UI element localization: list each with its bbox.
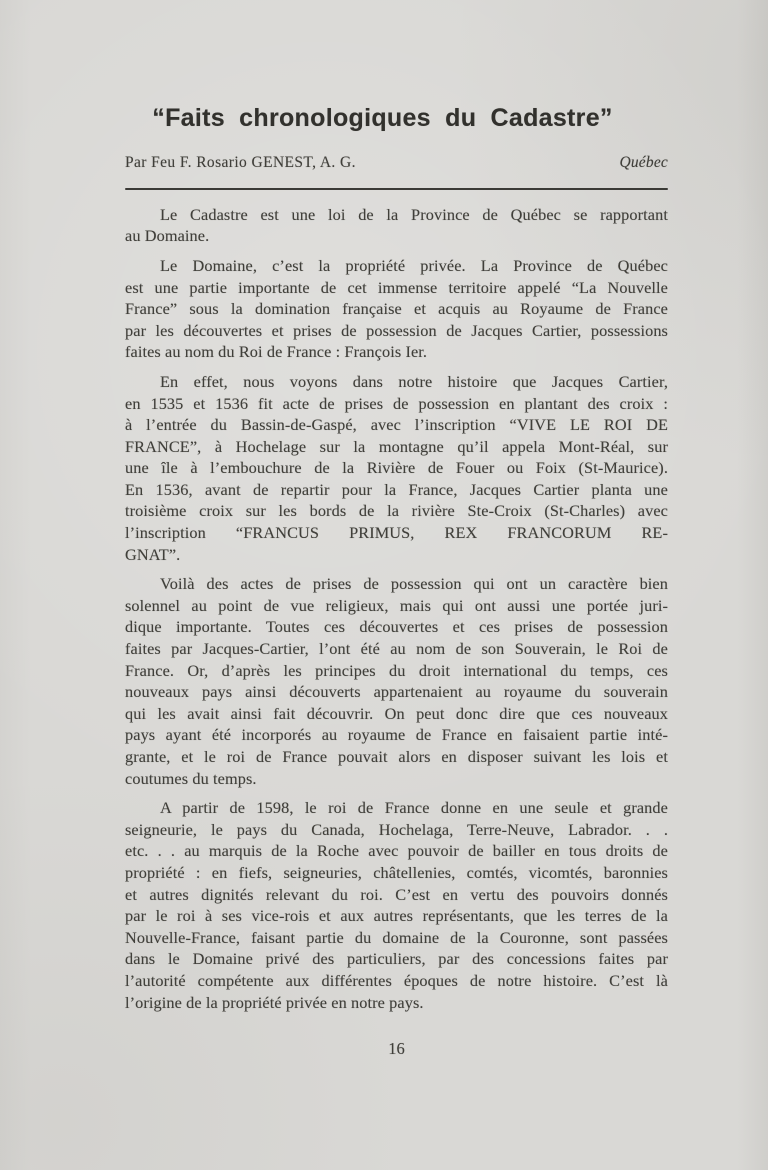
- byline-row: [125, 153, 668, 172]
- text-line: Voilà des actes de prises de possession qui ont un caractère bien: [160, 574, 668, 594]
- text-line: qui les avait ainsi fait découvrir. On peut donc dire que ces nouveaux: [125, 703, 668, 723]
- text-line: GNAT”.: [125, 544, 181, 564]
- text-line: troisième croix sur les bords de la rivière Ste-Croix (St-Charles) avec: [125, 501, 668, 521]
- location-label: Québec: [619, 153, 668, 171]
- text-line: seigneurie, le pays du Canada, Hochelaga, Terre-Neuve, Labrador. . .: [125, 819, 668, 839]
- text-line: à l’entrée du Bassin-de-Gaspé, avec l’inscription “VIVE LE ROI DE: [125, 415, 668, 435]
- text-line: au Domaine.: [125, 226, 210, 246]
- text-line: pays ayant été incorporés au royaume de France en faisaient partie inté-: [125, 725, 668, 745]
- text-line: En effet, nous voyons dans notre histoire que Jacques Cartier,: [160, 371, 668, 391]
- text-line: faites au nom du Roi de France : François Ier.: [125, 342, 428, 362]
- paragraph: [125, 204, 668, 247]
- text-line: Nouvelle-France, faisant partie du domaine de la Couronne, sont passées: [125, 927, 668, 947]
- text-line: par le roi à ses vice-rois et aux autres représentants, que les terres de la: [125, 906, 668, 926]
- text-line: France. Or, d’après les principes du droit international du temps, ces: [125, 660, 668, 680]
- text-line: dans le Domaine privé des particuliers, par des concessions faites par: [125, 949, 668, 969]
- text-line: en 1535 et 1536 fit acte de prises de possession en plantant des croix :: [125, 393, 668, 413]
- text-line: par les découvertes et prises de possession de Jacques Cartier, possessions: [125, 320, 668, 340]
- paragraph: [125, 797, 668, 1013]
- text-line: nouveaux pays ainsi découverts appartenaient au royaume du souverain: [125, 682, 668, 702]
- article-title: “Faits chronologiques du Cadastre”: [152, 104, 613, 132]
- text-line: l’autorité compétente aux différentes époques de notre histoire. C’est là: [125, 970, 668, 990]
- article-body: [125, 204, 668, 1013]
- author-byline: Par Feu F. Rosario GENEST, A. G.: [125, 153, 356, 171]
- text-line: FRANCE”, à Hochelage sur la montagne qu’il appela Mont-Réal, sur: [125, 436, 668, 456]
- text-line: solennel au point de vue religieux, mais qui ont aussi une portée juri-: [125, 595, 668, 615]
- text-line: l’inscription “FRANCUS PRIMUS, REX FRANCORUM RE-: [125, 523, 668, 543]
- text-line: En 1536, avant de repartir pour la France, Jacques Cartier planta une: [125, 479, 668, 499]
- text-line: Le Domaine, c’est la propriété privée. La Province de Québec: [160, 255, 668, 275]
- text-line: propriété : en fiefs, seigneuries, châtellenies, comtés, vicomtés, baronnies: [125, 862, 668, 882]
- text-line: A partir de 1598, le roi de France donne en une seule et grande: [160, 798, 668, 818]
- text-line: faites par Jacques-Cartier, l’ont été au nom de son Souverain, le Roi de: [125, 639, 668, 659]
- text-line: l’origine de la propriété privée en notre pays.: [125, 992, 424, 1012]
- article-header: [125, 0, 668, 190]
- paragraph: [125, 371, 668, 565]
- text-line: est une partie importante de cet immense territoire appelé “La Nouvelle: [125, 277, 668, 297]
- text-line: coutumes du temps.: [125, 768, 257, 788]
- text-line: Le Cadastre est une loi de la Province de Québec se rapportant: [160, 204, 668, 224]
- page-number: 16: [388, 1039, 405, 1059]
- text-line: grante, et le roi de France pouvait alors en disposer suivant les lois et: [125, 747, 668, 766]
- text-line: dique importante. Toutes ces découvertes et ces prises de possession: [125, 617, 668, 637]
- text-line: France” sous la domination française et acquis au Royaume de France: [125, 299, 668, 319]
- text-line: et autres dignités relevant du roi. C’est en vertu des pouvoirs donnés: [125, 884, 668, 904]
- page-footer: [125, 1039, 668, 1059]
- text-line: une île à l’embouchure de la Rivière de Fouer ou Foix (St-Maurice).: [125, 458, 668, 478]
- paragraph: [125, 573, 668, 789]
- paragraph: [125, 255, 668, 363]
- header-rule: [125, 188, 668, 190]
- text-line: etc. . . au marquis de la Roche avec pouvoir de bailler en tous droits de: [125, 841, 668, 861]
